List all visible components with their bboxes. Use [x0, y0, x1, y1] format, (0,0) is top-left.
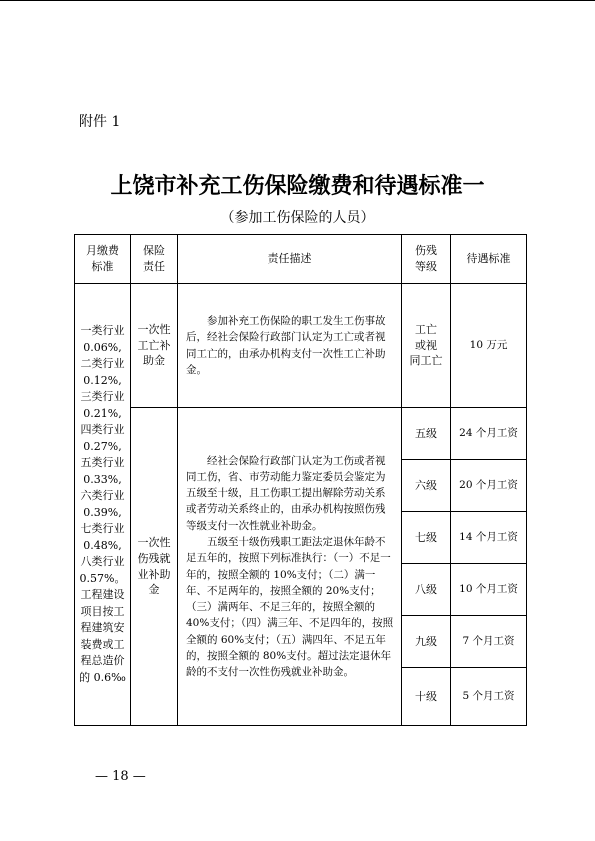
- benefit-table: [74, 234, 527, 726]
- responsibility-line: 工亡补: [137, 338, 171, 352]
- grade-cell: 六级: [402, 460, 451, 512]
- header-responsibility: [131, 235, 178, 284]
- table-row: [75, 284, 527, 408]
- responsibility-death-cell: [131, 284, 178, 408]
- fee-standard-line: 程总造价: [80, 654, 125, 667]
- fee-standard-cell: [75, 284, 131, 726]
- fee-standard-line: 八类行业: [80, 555, 125, 568]
- document-subtitle: （参加工伤保险的人员）: [220, 210, 375, 226]
- benefit-cell: 5 个月工资: [451, 668, 527, 726]
- responsibility-line: 金: [148, 583, 160, 597]
- header-grade-line: 等级: [415, 260, 437, 273]
- fee-standard-line: 六类行业: [80, 489, 125, 502]
- attachment-label: 附件 1: [79, 114, 121, 130]
- fee-standard-line: 项目按工: [80, 604, 125, 618]
- grade-cell: 七级: [402, 512, 451, 564]
- header-fee-line: 月缴费: [86, 244, 119, 258]
- table-header-row: [75, 235, 527, 284]
- fee-standard-line: 七类行业: [80, 522, 125, 535]
- page-number: — 18 —: [95, 769, 146, 784]
- responsibility-line: 一次性: [137, 322, 171, 336]
- benefit-cell: 10 个月工资: [451, 564, 527, 616]
- description-disability-cell: [178, 408, 402, 726]
- fee-standard-line: 四类行业: [80, 423, 125, 436]
- grade-cell: 五级: [402, 408, 451, 460]
- responsibility-line: 助金: [143, 354, 165, 368]
- description-paragraph: 经社会保险行政部门认定为工伤或者视同工伤，省、市劳动能力鉴定委员会鉴定为五级至十级，且工伤职工提出解除劳动关系或者劳动关系终止的，由承办机构按照伤残等级支付一次性就业补助金。: [186, 454, 386, 532]
- fee-standard-line: 三类行业: [80, 390, 125, 403]
- fee-standard-line: 0.27%,: [83, 439, 122, 453]
- header-fee-line: 标准: [91, 260, 114, 273]
- fee-standard-lines: [78, 323, 127, 686]
- grade-cell: 九级: [402, 616, 451, 668]
- grade-line: 同工亡: [409, 354, 443, 368]
- header-grade-line: 伤残: [415, 244, 437, 258]
- fee-standard-line: 0.39%,: [83, 505, 122, 519]
- responsibility-line: 伤残就: [137, 551, 171, 565]
- fee-standard-line: 0.21%,: [83, 406, 122, 420]
- header-responsibility-line: 责任: [143, 260, 165, 273]
- fee-standard-line: 五类行业: [80, 456, 125, 469]
- header-description: 责任描述: [178, 235, 402, 284]
- header-fee: [75, 235, 131, 284]
- grade-cell: 十级: [402, 668, 451, 726]
- fee-standard-line: 0.57%。: [79, 571, 126, 585]
- grade-line: 工亡: [415, 322, 437, 336]
- benefit-cell: 7 个月工资: [451, 616, 527, 668]
- grade-line: 或视: [415, 338, 437, 352]
- benefit-cell: 14 个月工资: [451, 512, 527, 564]
- fee-standard-line: 二类行业: [80, 357, 125, 370]
- fee-standard-line: 0.06%,: [83, 340, 122, 354]
- responsibility-disability-cell: [131, 408, 178, 726]
- description-paragraph: 五级至十级伤残职工距法定退休年龄不足五年的，按照下列标准执行：（一）不足一年的，按照全额的 10%支付；（二）满一年、不足两年的，按照全额的 20%支付；（三）满两年、不足三年的，按照全额的 40%支付；（四）满三年、不足四年的，按照全额的 60%支付；（五）满四年、不足五年的，按照全额的 80%支付。超过法定退休年龄的不支付一次性伤残就业补助金。: [186, 535, 394, 679]
- grade-cell: 八级: [402, 564, 451, 616]
- header-grade: [402, 235, 451, 284]
- benefit-cell: 24 个月工资: [451, 408, 527, 460]
- fee-standard-line: 0.12%,: [83, 373, 122, 387]
- fee-standard-line: 工程建设: [80, 588, 125, 601]
- fee-standard-line: 一类行业: [80, 324, 125, 337]
- grade-death-cell: [402, 284, 451, 408]
- responsibility-line: 业补助: [137, 567, 171, 581]
- fee-standard-line: 0.33%,: [83, 472, 122, 486]
- benefit-death-cell: 10 万元: [451, 284, 527, 408]
- top-rule: [0, 0, 595, 1]
- benefit-cell: 20 个月工资: [451, 460, 527, 512]
- fee-standard-line: 程建筑安: [80, 621, 125, 634]
- fee-standard-line: 的 0.6‰: [79, 670, 126, 684]
- header-responsibility-line: 保险: [143, 244, 165, 258]
- fee-standard-line: 0.48%,: [83, 538, 122, 552]
- table-row: [75, 408, 527, 460]
- description-text: 参加补充工伤保险的职工发生工伤事故后，经社会保险行政部门认定为工亡或者视同工亡的，由承办机构支付一次性工亡补助金。: [186, 314, 386, 376]
- header-benefit: 待遇标准: [451, 235, 527, 284]
- responsibility-line: 一次性: [137, 535, 171, 549]
- document-title: 上饶市补充工伤保险缴费和待遇标准一: [110, 174, 485, 199]
- fee-standard-line: 装费或工: [80, 637, 125, 651]
- description-death-cell: [178, 284, 402, 408]
